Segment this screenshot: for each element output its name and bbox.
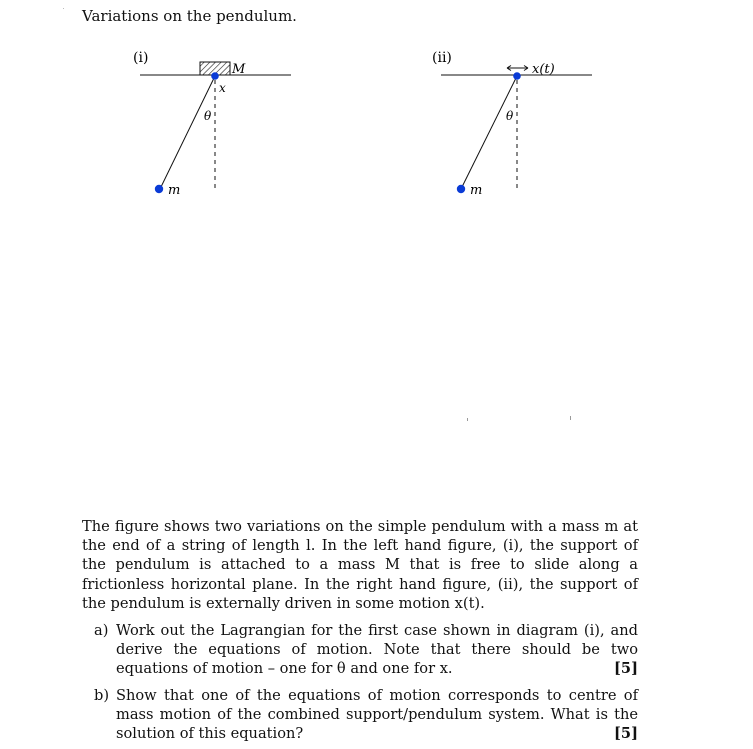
diagram-i-label: (i) (133, 50, 149, 66)
diagram-ii-angle-label: θ (506, 109, 514, 123)
diagram-i-coord-label: x (219, 81, 226, 95)
diagram-i-string (160, 76, 215, 189)
question-a (82, 621, 638, 679)
diagram-ii-pivot (513, 72, 521, 80)
question-a-marks: [5] (614, 660, 638, 678)
diagram-i (133, 50, 291, 198)
question-b-text: Show that one of the equations of motion corresponds to centre of mass motion of the combined support/pendulum system. What is the solution of this equation? (116, 687, 638, 743)
stray-mark (467, 418, 468, 421)
page-heading: Variations on the pendulum. (82, 7, 297, 25)
diagram-ii-label: (ii) (432, 50, 452, 66)
question-b-marks: [5] (614, 725, 638, 743)
diagram-ii-string (461, 76, 517, 189)
question-b-label: b) (94, 687, 110, 704)
question-a-label: a) (94, 622, 109, 639)
diagram-i-bob-label: m (168, 183, 181, 198)
stray-mark (570, 416, 571, 420)
diagram-i-angle-label: θ (204, 109, 212, 123)
diagram-i-pivot (211, 72, 219, 80)
pendulum-diagrams (0, 0, 753, 230)
diagram-ii-bob (457, 185, 465, 193)
diagram-i-bob (155, 185, 163, 193)
intro-paragraph: The figure shows two variations on the simple pendulum with a mass m at the end of a string of length l. In the left hand figure, (i), the support of the pendulum is attached to a mass M that is free to slide along a frictionless horizontal plane. In the right hand figure, (ii), the support of the pendulum is externally driven in some motion x(t). (82, 518, 638, 612)
diagram-i-mass-label: M (232, 62, 246, 77)
question-a-text: Work out the Lagrangian for the first case shown in diagram (i), and derive the equations of motion. Note that there should be two equations of motion – one for θ and one for x. (116, 622, 638, 678)
diagram-ii-bob-label: m (470, 183, 483, 198)
diagram-ii-drive-label: x(t) (532, 62, 555, 77)
question-b (82, 686, 638, 744)
diagram-ii (432, 50, 592, 198)
